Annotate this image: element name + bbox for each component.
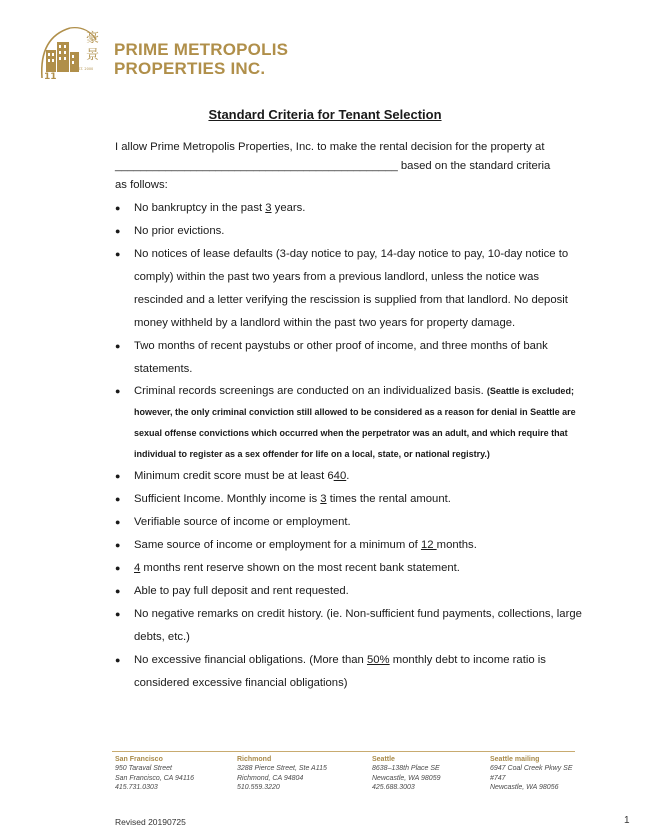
intro-line-1: I allow Prime Metropolis Properties, Inc. to make the rental decision for the property at bbox=[115, 141, 545, 153]
intro-line-3: as follows: bbox=[115, 179, 168, 191]
criteria-item-credit-score: ● Minimum credit score must be at least 640. bbox=[115, 465, 585, 488]
criteria-item-deposit: ● Able to pay full deposit and rent requested. bbox=[115, 580, 585, 603]
criteria-item-credit-history: ● No negative remarks on credit history. (ie. Non-sufficient fund payments, collections, large debts, etc.) bbox=[115, 603, 585, 649]
office-richmond: Richmond 3288 Pierce Street, Ste A115 Richmond, CA 94804 510.559.3220 bbox=[237, 756, 327, 792]
criteria-item-rent-reserve: ● 4 months rent reserve shown on the most recent bank statement. bbox=[115, 557, 585, 580]
logo-glyph-1: 豪 bbox=[86, 31, 100, 46]
intro-line-2 bbox=[115, 157, 585, 176]
criteria-item-same-source: ● Same source of income or employment for a minimum of 12 months. bbox=[115, 534, 585, 557]
office-san-francisco: San Francisco 950 Taraval Street San Francisco, CA 94116 415.731.0303 bbox=[115, 756, 194, 792]
office-seattle-mailing: Seattle mailing 6947 Coal Creek Pkwy SE #747 Newcastle, WA 98056 bbox=[490, 756, 573, 792]
logo-number: 11 bbox=[44, 72, 57, 82]
page-number: 1 bbox=[624, 815, 630, 826]
criteria-item-evictions: ● No prior evictions. bbox=[115, 220, 585, 243]
criteria-item-lease-defaults: ● No notices of lease defaults (3-day notice to pay, 14-day notice to pay, 10-day notice to comply) within the past two years from a previous landlord, unless the notice was rescinded and a letter verifying the rescission is supplied from that landlord. No deposit money withheld by a landlord within the past two years for property damage. bbox=[115, 243, 585, 335]
company-name-line1: PRIME METROPOLIS bbox=[114, 40, 289, 59]
logo-glyph-2: 景 bbox=[86, 48, 100, 63]
criteria-item-verifiable-income: ● Verifiable source of income or employment. bbox=[115, 511, 585, 534]
seattle-note: (Seattle is excluded; however, the only criminal conviction still allowed to be considered as a reason for denial in Seattle are sexual offense convictions which occurred when the perpetrator was an adult, and which require that individual to register as a sex offender for life on a local, state, or national registry.) bbox=[134, 386, 576, 459]
document-title: Standard Criteria for Tenant Selection bbox=[208, 107, 442, 122]
revision-date: Revised 20190725 bbox=[115, 817, 186, 827]
company-name bbox=[114, 40, 288, 78]
intro-line-2-text: based on the standard criteria bbox=[397, 160, 551, 172]
property-address-blank: _____________________________________________ bbox=[115, 160, 398, 172]
company-name-line2: PROPERTIES INC. bbox=[114, 59, 266, 78]
criteria-item-paystubs: ● Two months of recent paystubs or other proof of income, and three months of bank statements. bbox=[115, 335, 585, 381]
criteria-item-sufficient-income: ● Sufficient Income. Monthly income is 3 times the rental amount. bbox=[115, 488, 585, 511]
logo-est: EST. 2000 bbox=[76, 67, 94, 71]
office-locations bbox=[115, 755, 585, 800]
footer-divider bbox=[112, 751, 575, 752]
criteria-item-criminal-records: ● Criminal records screenings are conducted on an individualized basis. (Seattle is excluded; however, the only criminal conviction still allowed to be considered as a reason for denial in Seattle are sexual offense convictions which occurred when the perpetrator was an adult, and which require that individual to register as a sex offender for life on a local, state, or national registry.) bbox=[115, 381, 585, 465]
building-logo-icon bbox=[36, 20, 106, 82]
office-seattle: Seattle 8638–138th Place SE Newcastle, WA 98059 425.688.3003 bbox=[372, 756, 441, 792]
company-logo bbox=[36, 20, 289, 82]
intro-paragraph bbox=[115, 138, 585, 195]
criteria-item-bankruptcy: ● No bankruptcy in the past 3 years. bbox=[115, 197, 585, 220]
criteria-item-financial-obligations: ● No excessive financial obligations. (More than 50% monthly debt to income ratio is considered excessive financial obligations) bbox=[115, 649, 585, 695]
criteria-list bbox=[115, 197, 585, 695]
